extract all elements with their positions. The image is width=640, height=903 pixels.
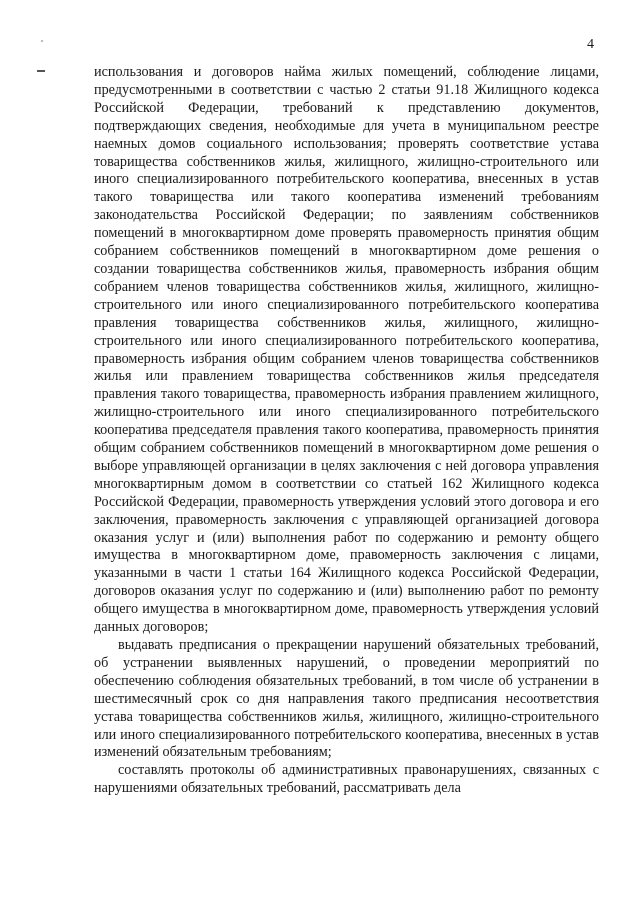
paragraph-issue-orders: выдавать предписания о прекращении нарушений обязательных требований, об устранении выявленных нарушений, о проведении мероприятий по обеспечению соблюдения обязательных требований, в том числе об устранении в шестимесячный срок со дня направления такого предписания несоответствия устава товарищества собственников жилья, жилищного, жилищно-строительного или иного специализированного потребительского кооператива, внесенных в устав изменений обязательным требованиям;: [94, 637, 599, 761]
paragraph-compile-protocols: составлять протоколы об административных правонарушениях, связанных с нарушениями обязательных требований, рассматривать дела: [94, 762, 599, 797]
document-body: [94, 64, 599, 798]
paragraph-continuation: использования и договоров найма жилых помещений, соблюдение лицами, предусмотренными в соответствии с частью 2 статьи 91.18 Жилищного кодекса Российской Федерации, требований к представлению документов, подтверждающих сведения, необходимые для учета в муниципальном реестре наемных домов социального использования; проверять соответствие устава товарищества собственников жилья, жилищного, жилищно-строительного или иного специализированного потребительского кооператива, внесенных в устав такого товарищества или такого кооператива изменений требованиям законодательства Российской Федерации; по заявлениям собственников помещений в многоквартирном доме проверять правомерность принятия общим собранием собственников помещений в многоквартирном доме решения о создании товарищества собственников жилья, правомерность избрания общим собранием членов товарищества собственников жилья, жилищного, жилищно-строительного или иного специализированного потребительского кооператива правления товарищества собственников жилья, жилищного, жилищно-строительного или иного специализированного потребительского кооператива, правомерность избрания общим собранием членов товарищества собственников жилья или правлением товарищества собственников жилья председателя правления такого товарищества, правомерность избрания правлением жилищного, жилищно-строительного или иного специализированного потребительского кооператива председателя правления такого кооператива, правомерность принятия общим собранием собственников помещений в многоквартирном доме решения о выборе управляющей организации в целях заключения с ней договора управления многоквартирным домом в соответствии со статьей 162 Жилищного кодекса Российской Федерации, правомерность утверждения условий этого договора и его заключения, правомерность заключения с управляющей организацией договора оказания услуг и (или) выполнения работ по содержанию и ремонту общего имущества в многоквартирном доме, правомерность заключения с лицами, указанными в части 1 статьи 164 Жилищного кодекса Российской Федерации, договоров оказания услуг по содержанию и (или) выполнению работ по ремонту общего имущества в многоквартирном доме, правомерность утверждения условий данных договоров;: [94, 64, 599, 636]
page-number: 4: [587, 37, 594, 52]
margin-mark: [37, 70, 45, 72]
scan-speck: [41, 40, 43, 42]
